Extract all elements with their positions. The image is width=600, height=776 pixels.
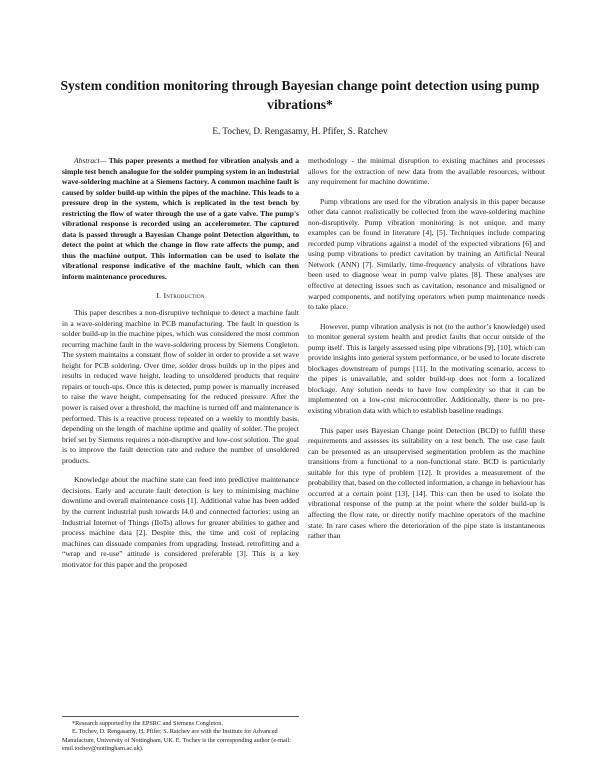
body-paragraph: methodology - the minimal disruption to existing machines and processes allows for the extraction of new data from the available resources, without any requirement for machine downtime.: [308, 156, 545, 187]
section-number: I.: [156, 290, 162, 300]
left-column: [62, 156, 299, 579]
footnote: *Research supported by the EPSRC and Siemens Congleton.: [72, 720, 223, 727]
abstract: [62, 156, 299, 283]
section-title: Introduction: [163, 290, 205, 300]
footnotes: [62, 716, 299, 754]
body-paragraph: However, pump vibration analysis is not (to the author’s knowledge) used to monitor general system health and predict faults that occur outside of the pump itself. This is largely assessed using pipe vibrations [9], [10], which can provide insights into general system performance, or be used to locate discrete blockages downstream of pumps [11]. In the motivating scenario, access to the pipes is unavailable, and solder build-up does not form a localized blockage. Any solution needs to have low complexity so that it can be implemented on a low-cost microcontroller. Additionally, there is no pre-existing vibration data with which to establish baseline readings.: [308, 321, 545, 416]
abstract-text: This paper presents a method for vibration analysis and a simple test bench analogue for the solder pumping system in an industrial wave-soldering machine at a Siemens factory. A common machine fault is caused by solder build-up within the pipes of the machine. This leads to a pressure drop in the system, which is replicated in the test bench by restricting the flow of water through the use of a gate valve. The pump's vibrational response is recorded using an accelerometer. The captured data is passed through a Bayesian Change point Detection algorithm, to detect the point at which the change in flow rate affects the pump, and thus the machine output. This information can be used to isolate the vibrational response indicative of the machine fault, which can then inform maintenance procedures.: [62, 156, 299, 282]
abstract-label: Abstract: [74, 156, 100, 165]
body-paragraph: This paper uses Bayesian Change point Detection (BCD) to fulfill these requirements and assesses its suitability on a test bench. The use case fault can be presented as an unsupervised segmentation problem as the machine transitions from a functional to a non-functional state. BCD is particularly suitable for this type of problem [12]. It provides a measurement of the probability that, based on the collected information, a change in behaviour has occurred at a certain point [13], [14]. This can then be used to isolate the vibrational response of the pump at the point where the solder build-up is affecting the flow rate, or directly notify machine operators of the machine state. In rare cases where the deterioration of the pipe state is instantaneous rather than: [308, 425, 545, 541]
author-list: E. Tochev, D. Rengasamy, H. Pfifer, S. Ratchev: [212, 126, 388, 136]
paper-title: System condition monitoring through Bayesian change point detection using pump vibrations*: [60, 78, 540, 112]
body-paragraph: Knowledge about the machine state can feed into predictive maintenance decisions. Early and accurate fault detection is key to minimising machine downtime and overall maintenance costs [1]. Additional value has been added by the current industrial push towards I4.0 and connected factories: using an Industrial Internet of Things (IIoTs) allows for greater abilities to gather and process machine data [2]. Despite this, the time and cost of replacing machines can dissuade companies from upgrading. Instead, retrofitting and a “wrap and re-use” attitude is considered preferable [3]. This is a key motivator for this paper and the proposed: [62, 475, 299, 569]
footnote: E. Tochev, D. Rengasamy, H. Pfifer, S. Ratchev are with the Institute for Advanced Manufacture, University of Nottingham, UK. E. Tochev is the corresponding author (e-mail: emil.tochev@nottingham.ac.uk).: [62, 728, 291, 753]
body-paragraph: This paper describes a non-disruptive technique to detect a machine fault in a wave-soldering machine in PCB manufacturing. The fault in question is solder build-up in the machine pipes, which was considered the most common recurring machine fault in the wave-soldering process by Siemens Congleton. The system maintains a constant flow of solder in order to provide a set wave height for PCB soldering. Over time, solder dross builds up in the pipes and results in reduced wave height, leading to unsoldered products that require repairs or touch-ups. Once this is detected, pump power is manually increased to raise the wave height, compensating for the reduced pressure. After the power is raised over a threshold, the machine is turned off and maintenance is performed. This is a reactive process repeated on a weekly to monthly basis, depending on the length of machine uptime and quality of solder. The project brief set by Siemens requires a non-disruptive and low-cost solution. The goal is to improve the fault detection rate and reduce the number of unsoldered products.: [62, 308, 299, 465]
body-paragraph: Pump vibrations are used for the vibration analysis in this paper because other data cannot realistically be collected from the wave-soldering machine non-disruptively. Pump vibration monitoring is not unique, and many examples can be found in literature [4], [5]. Techniques include comparing recorded pump vibrations against a model of the expected vibrations [6] and using pump vibrations to predict cavitation by training an Artificial Neural Network (ANN) [7]. Similarly, time-frequency analysis of vibrations have been used to diagnose wear in pump valve plates [8]. These analyses are effective at detecting issues such as cavitation, resonance and misaligned or warped components, and notifying operators when pump maintenance needs to take place.: [308, 196, 545, 312]
right-column: [308, 156, 545, 551]
abstract-dash: —: [99, 156, 109, 165]
section-heading: [62, 291, 299, 302]
